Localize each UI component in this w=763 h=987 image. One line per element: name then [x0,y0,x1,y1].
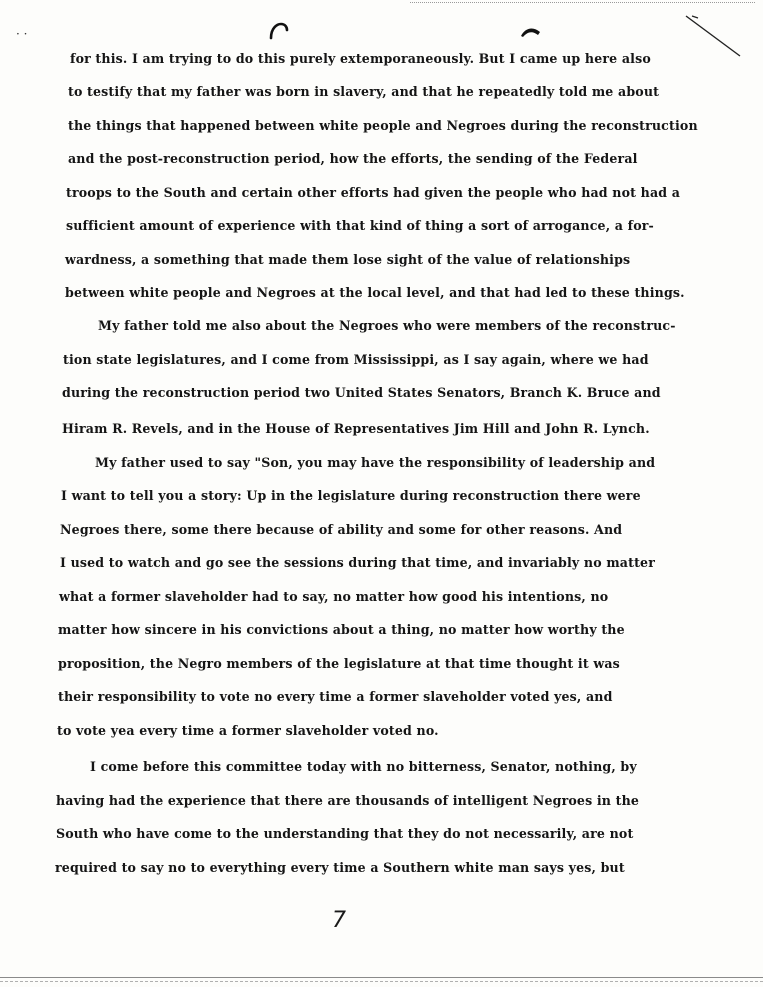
scan-speck-mark: · · [16,27,28,41]
text-line: having had the experience that there are thousands of intelligent Negroes in the [56,793,640,808]
text-line: My father used to say "Son, you may have the responsibility of leadership and [95,455,656,470]
text-line: to testify that my father was born in slavery, and that he repeatedly told me about [68,84,660,99]
text-line: I used to watch and go see the sessions during that time, and invariably no matter [60,555,655,570]
text-line: My father told me also about the Negroes who were members of the reconstruc- [98,318,676,333]
text-line: and the post-reconstruction period, how the efforts, the sending of the Federal [68,151,638,166]
text-line: sufficient amount of experience with that kind of thing a sort of arrogance, a for- [66,218,654,233]
text-line: for this. I am trying to do this purely extemporaneously. But I came up here also [70,51,651,66]
bottom-scan-rule [0,977,763,978]
page-number: 7 [332,908,346,933]
text-line: to vote yea every time a former slaveholder voted no. [57,723,439,738]
text-line: Negroes there, some there because of ability and some for other reasons. And [60,522,623,537]
text-line: South who have come to the understanding that they do not necessarily, are not [56,826,634,841]
text-line: troops to the South and certain other efforts had given the people who had not had a [66,185,681,200]
text-line: required to say no to everything every time a Southern white man says yes, but [55,860,625,875]
text-line: tion state legislatures, and I come from Mississippi, as I say again, where we had [63,352,649,367]
text-line: what a former slaveholder had to say, no matter how good his intentions, no [59,589,609,604]
text-line: during the reconstruction period two United States Senators, Branch K. Bruce and [62,385,661,400]
text-line: I come before this committee today with no bitterness, Senator, nothing, by [90,759,637,774]
text-line: Hiram R. Revels, and in the House of Representatives Jim Hill and John R. Lynch. [62,421,650,436]
text-line: the things that happened between white people and Negroes during the reconstruction [68,118,698,133]
text-line: proposition, the Negro members of the legislature at that time thought it was [58,656,620,671]
text-line: their responsibility to vote no every time a former slaveholder voted yes, and [58,689,613,704]
text-line: wardness, a something that made them lose sight of the value of relationships [65,252,631,267]
text-line: between white people and Negroes at the local level, and that had led to these things. [65,285,685,300]
bottom-scan-rule-dashed [0,981,763,982]
text-line: I want to tell you a story: Up in the legislature during reconstruction there were [61,488,641,503]
text-line: matter how sincere in his convictions about a thing, no matter how worthy the [58,622,625,637]
